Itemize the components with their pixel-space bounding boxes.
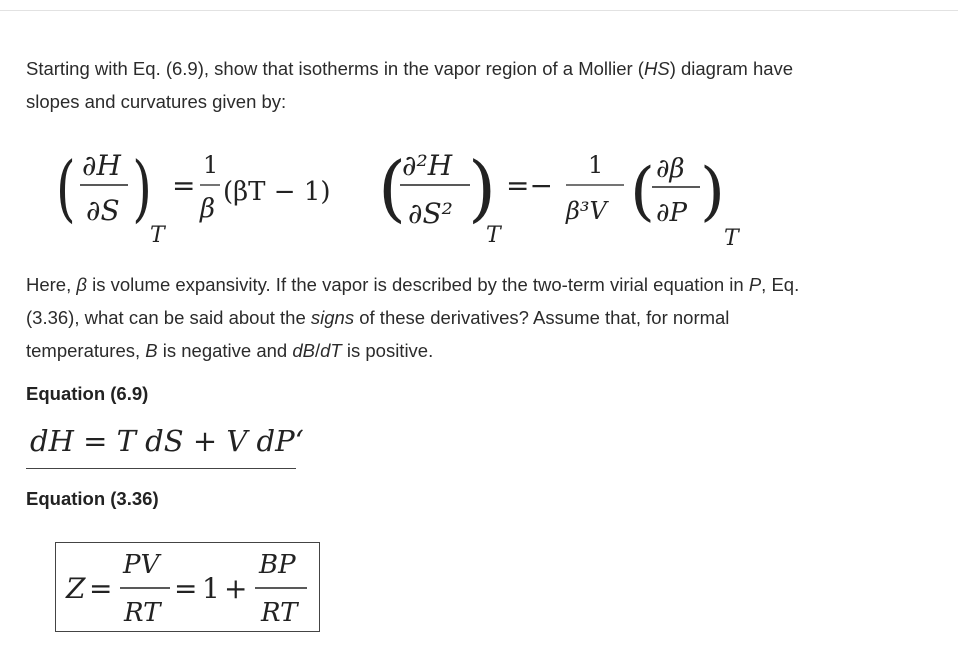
equals-sign: =: [89, 572, 113, 605]
slope-coef-den: β: [200, 194, 216, 224]
eq-3-36-box: [55, 542, 320, 632]
left-paren: (: [378, 146, 407, 230]
eq-6-9-formula: [30, 424, 304, 458]
frac2-denominator: RT: [261, 598, 298, 628]
curvature-subscript: T: [486, 223, 501, 248]
z-symbol: Z: [66, 572, 86, 605]
eq-6-9-lhs: dH: [30, 424, 74, 458]
equals-sign: =: [83, 424, 117, 458]
frac2-numerator: BP: [259, 550, 296, 580]
curvature-coef-den: β³V: [566, 197, 607, 225]
slope-numerator: ∂H: [82, 149, 121, 182]
slope-equation: [56, 146, 331, 248]
right-paren: ): [132, 145, 152, 231]
beta-derivative-den: ∂P: [656, 198, 687, 228]
frac1-numerator: PV: [123, 550, 160, 580]
eq-3-36-heading: Equation (3.36): [26, 488, 159, 509]
curvature-equation: [378, 146, 741, 251]
eq-6-9-v-term: V dP‘: [226, 424, 304, 458]
plus-sign: +: [192, 424, 227, 458]
context-line: temperatures, B is negative and dB/dT is positive.: [26, 340, 434, 361]
eq-6-9-underline: [26, 468, 296, 469]
problem-intro: [26, 52, 926, 118]
plus-sign: +: [224, 572, 248, 605]
slope-denominator: ∂S: [86, 194, 120, 227]
beta-derivative-subscript: T: [724, 226, 739, 251]
curvature-coef-num: 1: [588, 151, 604, 179]
slope-rhs: (βT − 1): [223, 177, 331, 207]
context-line: Here, β is volume expansivity. If the vapor is described by the two-term virial equation in P, Eq.: [26, 274, 800, 295]
left-paren: (: [630, 155, 655, 229]
slope-subscript: T: [150, 223, 165, 248]
intro-line: slopes and curvatures given by:: [26, 91, 287, 112]
right-paren: ): [700, 155, 725, 229]
beta-derivative-num: ∂β: [656, 154, 685, 184]
equals-sign: =: [174, 572, 198, 605]
right-paren: ): [468, 146, 497, 230]
eq-6-9-t-term: T dS: [116, 424, 184, 458]
eq-3-36-formula: [56, 543, 318, 630]
intro-line: Starting with Eq. (6.9), show that isotherms in the vapor region of a Mollier (HS) diagram have: [26, 58, 794, 79]
derivative-equations: [0, 135, 958, 260]
curvature-denominator: ∂S²: [408, 197, 453, 230]
curvature-numerator: ∂²H: [402, 149, 453, 182]
equals-sign: =: [172, 169, 196, 202]
equals-minus: =−: [506, 169, 553, 202]
problem-context: [26, 268, 926, 367]
frac1-denominator: RT: [124, 598, 161, 628]
one-term: 1: [202, 572, 220, 605]
eq-6-9-heading: Equation (6.9): [26, 383, 149, 404]
context-line: (3.36), what can be said about the signs of these derivatives? Assume that, for normal: [26, 307, 730, 328]
top-divider: [0, 0, 958, 11]
left-paren: (: [56, 145, 76, 231]
slope-coef-num: 1: [203, 151, 219, 179]
